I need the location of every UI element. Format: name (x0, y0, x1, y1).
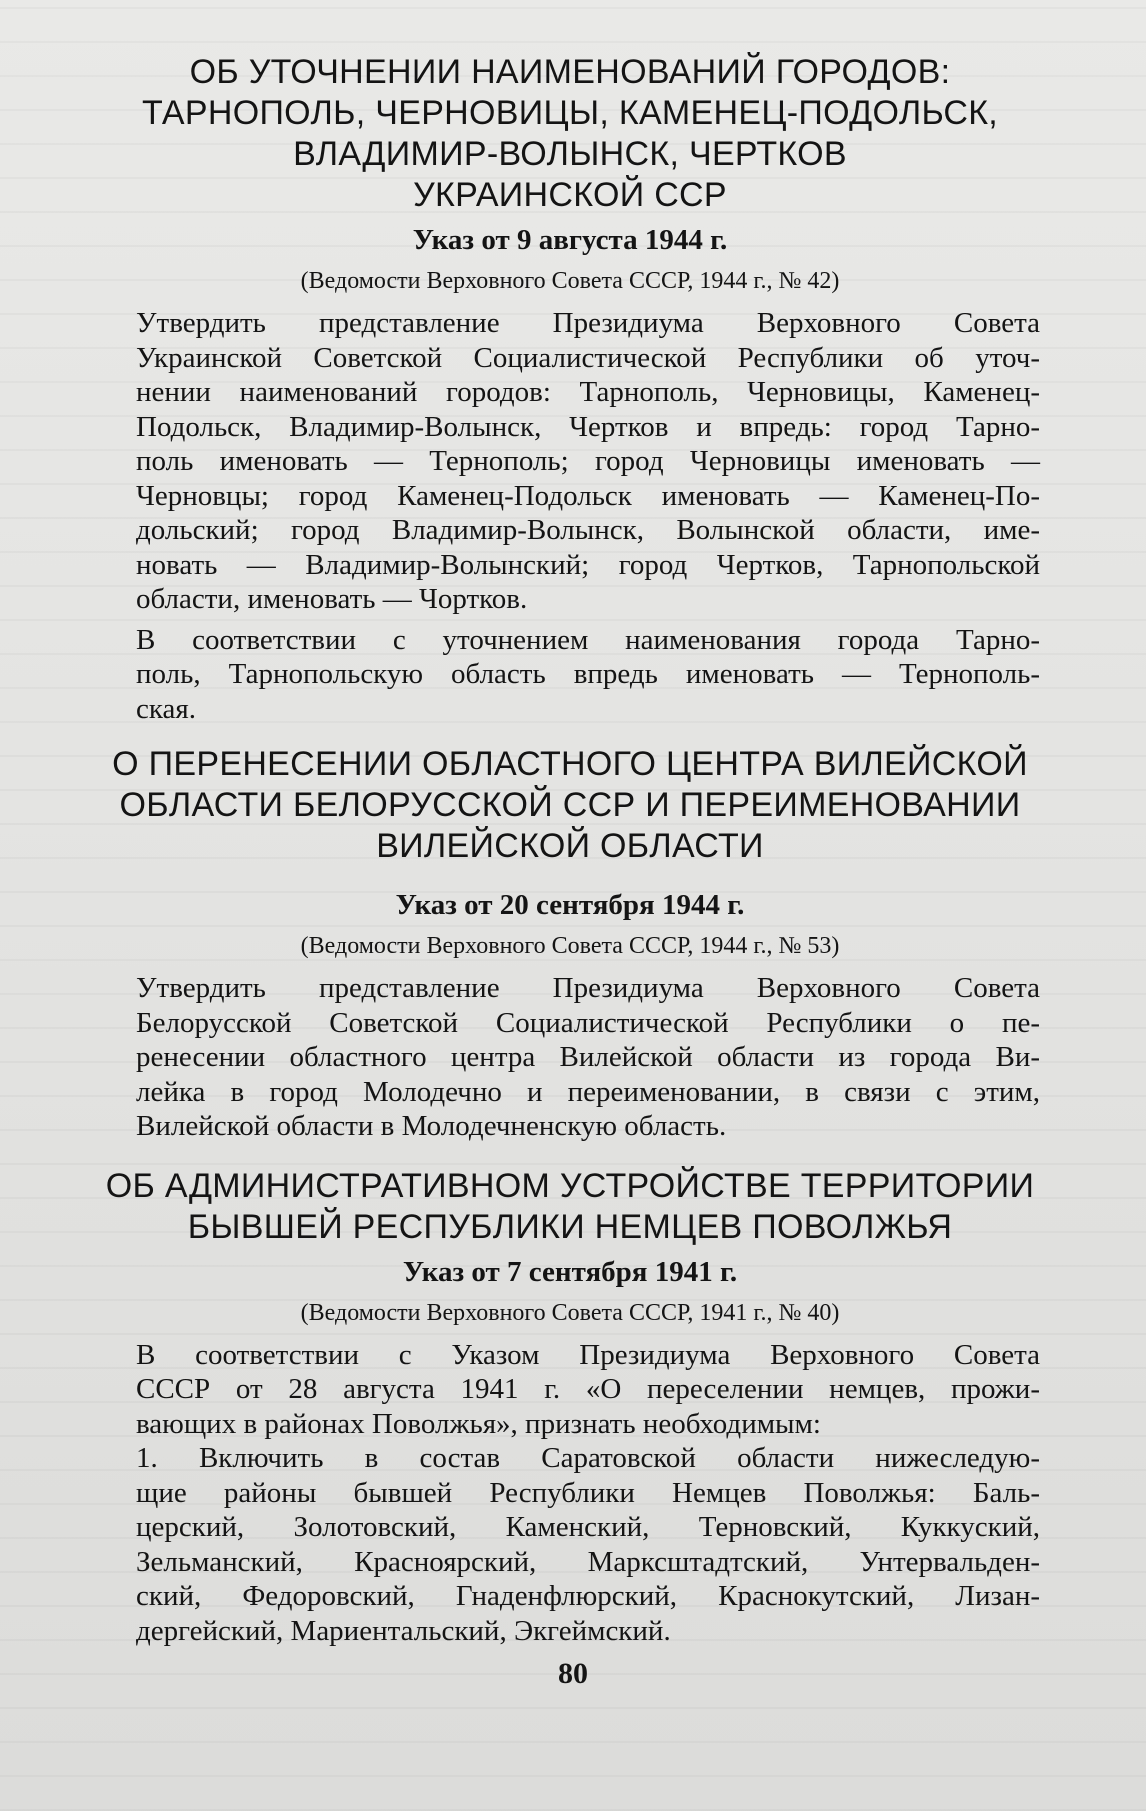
text-line: лейка в город Молодечно и переименовании, в связи с этим, (136, 1075, 1040, 1108)
text-line: Белорусской Советской Социалистической Республики о пе- (136, 1006, 1040, 1039)
text-line: СССР от 28 августа 1941 г. «О переселении немцев, прожи- (136, 1373, 1040, 1405)
text-line: Зельманский, Красноярский, Марксштадтский, Унтервальден- (136, 1545, 1040, 1578)
text-line: В соответствии с Указом Президиума Верховного Совета (136, 1338, 1040, 1371)
text-line: вающих в районах Поволжья», признать необходимым: (136, 1407, 821, 1440)
text-line: ский, Федоровский, Гнаденфлюрский, Краснокутский, Лизан- (136, 1580, 1040, 1612)
text-line: церский, Золотовский, Каменский, Терновский, Куккуский, (136, 1511, 1040, 1543)
text-line: щие районы бывшей Республики Немцев Поволжья: Баль- (136, 1476, 1040, 1509)
heading-line: ОБЛАСТИ БЕЛОРУССКОЙ ССР И ПЕРЕИМЕНОВАНИИ (119, 786, 1021, 824)
text-line: Черновцы; город Каменец-Подольск именовать — Каменец-По- (136, 479, 1040, 512)
text-line: области, именовать — Чортков. (136, 583, 528, 615)
paragraph (100, 1338, 1040, 1442)
section-heading (100, 52, 1040, 216)
text-line: В соответствии с уточнением наименования города Тарно- (136, 623, 1040, 656)
text-line: дольский; город Владимир-Волынск, Волынской области, име- (136, 514, 1040, 546)
decree-date: Указ от 7 сентября 1941 г. (402, 1255, 738, 1288)
heading-line: ВИЛЕЙСКОЙ ОБЛАСТИ (376, 827, 764, 865)
heading-line: БЫВШЕЙ РЕСПУБЛИКИ НЕМЦЕВ ПОВОЛЖЬЯ (187, 1207, 953, 1246)
section-heading (100, 744, 1040, 867)
text-line: 1. Включить в состав Саратовской области нижеследую- (136, 1442, 1040, 1474)
text-line: ская. (136, 692, 196, 725)
text-line: Подольск, Владимир-Волынск, Чертков и впредь: город Тарно- (136, 410, 1040, 443)
decree-date: Указ от 20 сентября 1944 г. (395, 889, 745, 921)
heading-line: ТАРНОПОЛЬ, ЧЕРНОВИЦЫ, КАМЕНЕЦ-ПОДОЛЬСК, (141, 94, 999, 132)
text-line: поль именовать — Тернополь; город Черновицы именовать — (136, 445, 1040, 477)
text-line: Утвердить представление Президиума Верховного Совета (136, 307, 1040, 339)
page-content (100, 52, 1040, 1656)
text-line: Вилейской области в Молодечненскую область. (136, 1110, 727, 1142)
text-line: нении наименований городов: Тарнополь, Черновицы, Каменец- (136, 376, 1040, 408)
text-line: Утвердить представление Президиума Верховного Совета (136, 972, 1040, 1004)
source-citation: (Ведомости Верховного Совета СССР, 1944 г., № 53) (300, 933, 840, 959)
text-line: дергейский, Мариентальский, Экгеймский. (136, 1614, 671, 1647)
text-line: поль, Тарнопольскую область впредь именовать — Тернополь- (136, 658, 1040, 690)
section-heading (100, 1166, 1040, 1248)
heading-line: ВЛАДИМИР-ВОЛЫНСК, ЧЕРТКОВ (293, 135, 847, 173)
heading-line: ОБ АДМИНИСТРАТИВНОМ УСТРОЙСТВЕ ТЕРРИТОРИИ (105, 1166, 1035, 1205)
section-volga-germans (100, 1166, 1040, 1649)
heading-line: ОБ УТОЧНЕНИИ НАИМЕНОВАНИЙ ГОРОДОВ: (189, 53, 951, 91)
paragraph (100, 623, 1040, 727)
source-citation: (Ведомости Верховного Совета СССР, 1941 г., № 40) (300, 1299, 840, 1326)
section-ternopol (100, 52, 1040, 726)
paragraph (100, 971, 1040, 1144)
source-citation: (Ведомости Верховного Совета СССР, 1944 г., № 42) (300, 268, 840, 294)
heading-line: УКРАИНСКОЙ ССР (413, 176, 727, 214)
section-vileyka (100, 744, 1040, 1144)
text-line: Украинской Советской Социалистической Республики об уточ- (136, 341, 1040, 374)
paragraph (100, 1441, 1040, 1648)
heading-line: О ПЕРЕНЕСЕНИИ ОБЛАСТНОГО ЦЕНТРА ВИЛЕЙСКОЙ (112, 745, 1028, 783)
decree-date: Указ от 9 августа 1944 г. (412, 224, 728, 256)
text-line: новать — Владимир-Волынский; город Чертков, Тарнопольской (136, 548, 1040, 581)
page-number: 80 (558, 1657, 588, 1690)
paragraph (100, 306, 1040, 617)
text-line: ренесении областного центра Вилейской области из города Ви- (136, 1041, 1040, 1073)
